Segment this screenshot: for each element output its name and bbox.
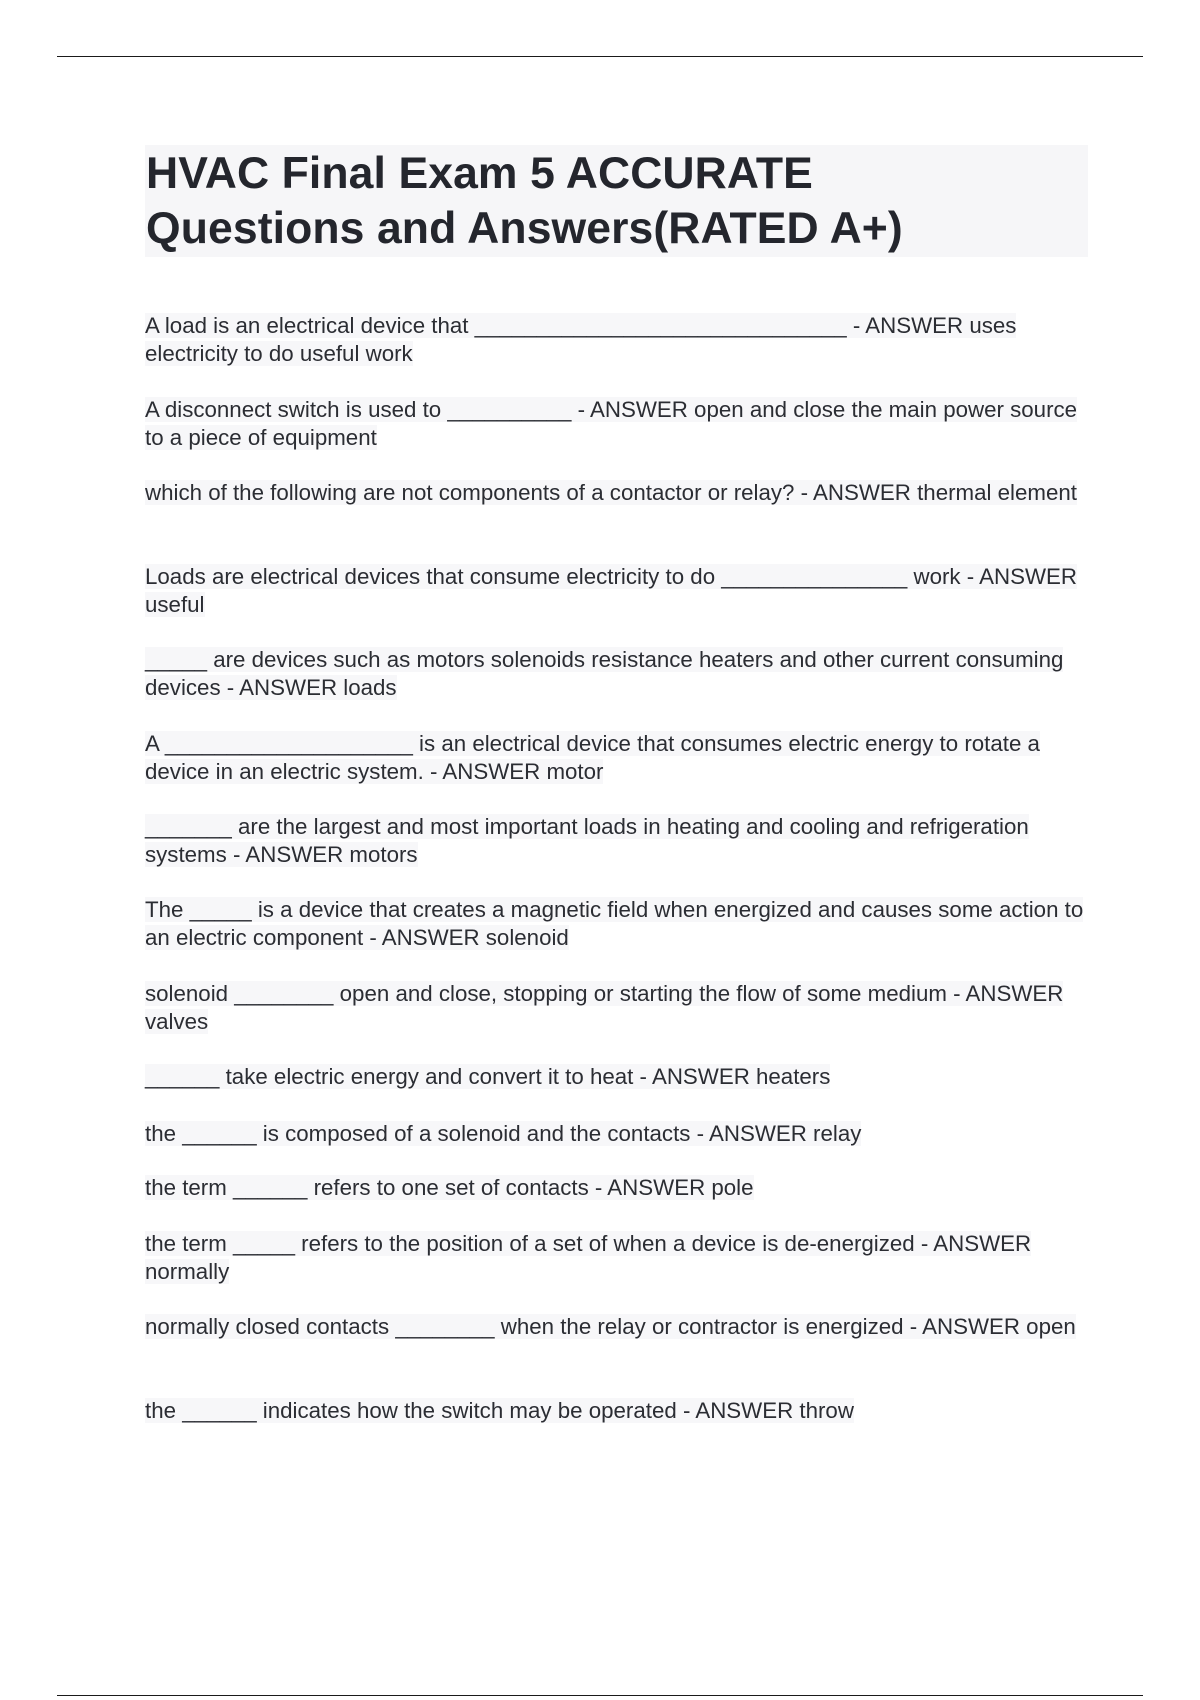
qa-item [145, 1174, 1085, 1202]
qa-text: the ______ indicates how the switch may be operated - ANSWER throw [145, 1398, 854, 1423]
top-rule [57, 56, 1143, 57]
qa-item [145, 479, 1085, 507]
qa-text: normally closed contacts ________ when the relay or contractor is energized - ANSWER open [145, 1314, 1076, 1339]
qa-text: the term ______ refers to one set of contacts - ANSWER pole [145, 1175, 754, 1200]
bottom-rule [57, 1695, 1143, 1696]
qa-item [145, 896, 1085, 952]
qa-item [145, 396, 1085, 452]
qa-item [145, 730, 1085, 786]
qa-item [145, 813, 1085, 869]
qa-item [145, 563, 1085, 619]
qa-text: which of the following are not components of a contactor or relay? - ANSWER thermal element [145, 480, 1077, 505]
qa-text: ______ take electric energy and convert it to heat - ANSWER heaters [145, 1064, 831, 1089]
qa-text: A ____________________ is an electrical device that consumes electric energy to rotate a device in an electric system. - ANSWER motor [145, 731, 1040, 784]
qa-text: A disconnect switch is used to __________ - ANSWER open and close the main power source to a piece of equipment [145, 397, 1078, 450]
qa-text: the ______ is composed of a solenoid and the contacts - ANSWER relay [145, 1121, 862, 1146]
qa-text: The _____ is a device that creates a magnetic field when energized and causes some action to an electric component - ANSWER solenoid [145, 897, 1084, 950]
qa-text: _____ are devices such as motors solenoids resistance heaters and other current consuming devices - ANSWER loads [145, 647, 1064, 700]
qa-text: the term _____ refers to the position of a set of when a device is de-energized - ANSWER normally [145, 1231, 1032, 1284]
qa-item [145, 1313, 1085, 1341]
qa-item [145, 1063, 1085, 1091]
qa-text: A load is an electrical device that ______________________________ - ANSWER uses electricity to do useful work [145, 313, 1017, 366]
qa-text: _______ are the largest and most important loads in heating and cooling and refrigeration systems - ANSWER motors [145, 814, 1029, 867]
qa-text: solenoid ________ open and close, stopping or starting the flow of some medium - ANSWER valves [145, 981, 1064, 1034]
qa-item [145, 1120, 1085, 1148]
page-title-line-2: Questions and Answers(RATED A+) [146, 204, 903, 253]
qa-item [145, 1397, 1085, 1425]
qa-item [145, 312, 1085, 368]
title-block [145, 145, 1088, 257]
page-title-line-1: HVAC Final Exam 5 ACCURATE [146, 149, 813, 198]
qa-item [145, 646, 1085, 702]
qa-text: Loads are electrical devices that consume electricity to do _______________ work - ANSWER useful [145, 564, 1078, 617]
qa-item [145, 980, 1085, 1036]
qa-item [145, 1230, 1085, 1286]
page-title [146, 145, 1088, 256]
